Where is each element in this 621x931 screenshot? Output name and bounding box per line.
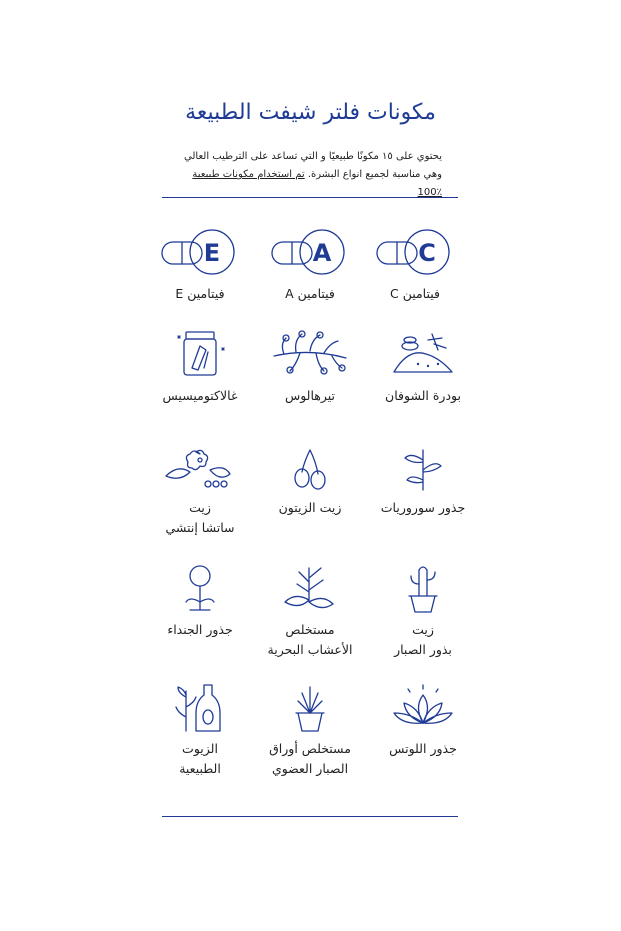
vitamin-letter: A bbox=[312, 239, 332, 267]
lotus-roots-icon bbox=[388, 683, 458, 733]
ingredient-label: زيت الزيتون bbox=[278, 500, 342, 515]
description-main: يحتوي على ١٥ مكونًا طبيعيًا و التي تساعد على الترطيب العالي وهي مناسبة لجميع انواع البشرة. bbox=[184, 151, 442, 180]
tyrahalos-icon bbox=[270, 328, 350, 380]
ingredient-sacha-inchi bbox=[140, 446, 260, 538]
ingredient-label: جذور سوروريات bbox=[380, 500, 466, 515]
cactus-seed-icon bbox=[393, 562, 453, 614]
psoralea-roots-icon bbox=[393, 446, 453, 492]
vitamin-e-icon bbox=[160, 228, 240, 278]
ingredient-natural-oils bbox=[140, 683, 260, 779]
ingredient-lotus-roots bbox=[363, 683, 483, 759]
ingredient-label: فيتامين C bbox=[389, 286, 441, 301]
olive-oil-icon bbox=[280, 446, 340, 492]
ingredient-tyrahalos bbox=[250, 328, 370, 406]
vitamin-letter: C bbox=[418, 239, 436, 267]
galactomyces-icon bbox=[170, 328, 230, 380]
ingredient-label: جذور اللوتس bbox=[389, 741, 457, 756]
ingredient-label: جذور الجنداء bbox=[167, 622, 233, 637]
aloe-leaf-extract-icon bbox=[280, 683, 340, 733]
top-divider bbox=[162, 197, 458, 198]
seaweed-extract-icon bbox=[275, 562, 345, 614]
ingredient-label: فيتامين A bbox=[285, 286, 335, 301]
ingredient-dandelion-roots bbox=[140, 562, 260, 640]
ingredient-vitamin-a bbox=[250, 228, 370, 304]
dandelion-roots-icon bbox=[170, 562, 230, 614]
ingredient-label: الزيوت الطبيعية bbox=[179, 741, 221, 776]
vitamin-c-icon bbox=[375, 228, 455, 278]
ingredient-label: زيت بذور الصبار bbox=[394, 622, 452, 657]
ingredient-aloe-leaf-extract bbox=[250, 683, 370, 779]
ingredient-cactus-seed bbox=[363, 562, 483, 660]
ingredient-label: فيتامين E bbox=[175, 286, 225, 301]
ingredient-oat-powder bbox=[363, 328, 483, 406]
description-highlight: تم استخدام مكونات طبيعية ٪100 bbox=[192, 169, 442, 198]
vitamin-a-icon bbox=[270, 228, 350, 278]
sacha-inchi-icon bbox=[160, 446, 240, 492]
ingredient-label: غالاكتوميسيس bbox=[162, 388, 238, 403]
bottom-divider bbox=[162, 816, 458, 817]
ingredient-olive-oil bbox=[250, 446, 370, 518]
ingredient-galactomyces bbox=[140, 328, 260, 406]
oat-powder-icon bbox=[388, 328, 458, 380]
ingredient-seaweed-extract bbox=[250, 562, 370, 660]
description bbox=[180, 148, 442, 202]
ingredient-label: بودرة الشوفان bbox=[385, 388, 461, 403]
ingredient-vitamin-c bbox=[355, 228, 475, 304]
vitamin-letter: E bbox=[203, 239, 221, 267]
ingredient-label: مستخلص أوراق الصبار العضوي bbox=[269, 741, 351, 776]
page-title: مكونات فلتر شيفت الطبيعة bbox=[185, 100, 436, 125]
ingredient-label: تيرهالوس bbox=[284, 388, 336, 403]
ingredient-psoralea-roots bbox=[363, 446, 483, 518]
ingredient-label: مستخلص الأعشاب البحرية bbox=[267, 622, 353, 657]
natural-oils-icon bbox=[170, 683, 230, 733]
ingredient-label: زيت ساتشا إنتشي bbox=[165, 500, 235, 535]
ingredient-vitamin-e bbox=[140, 228, 260, 304]
